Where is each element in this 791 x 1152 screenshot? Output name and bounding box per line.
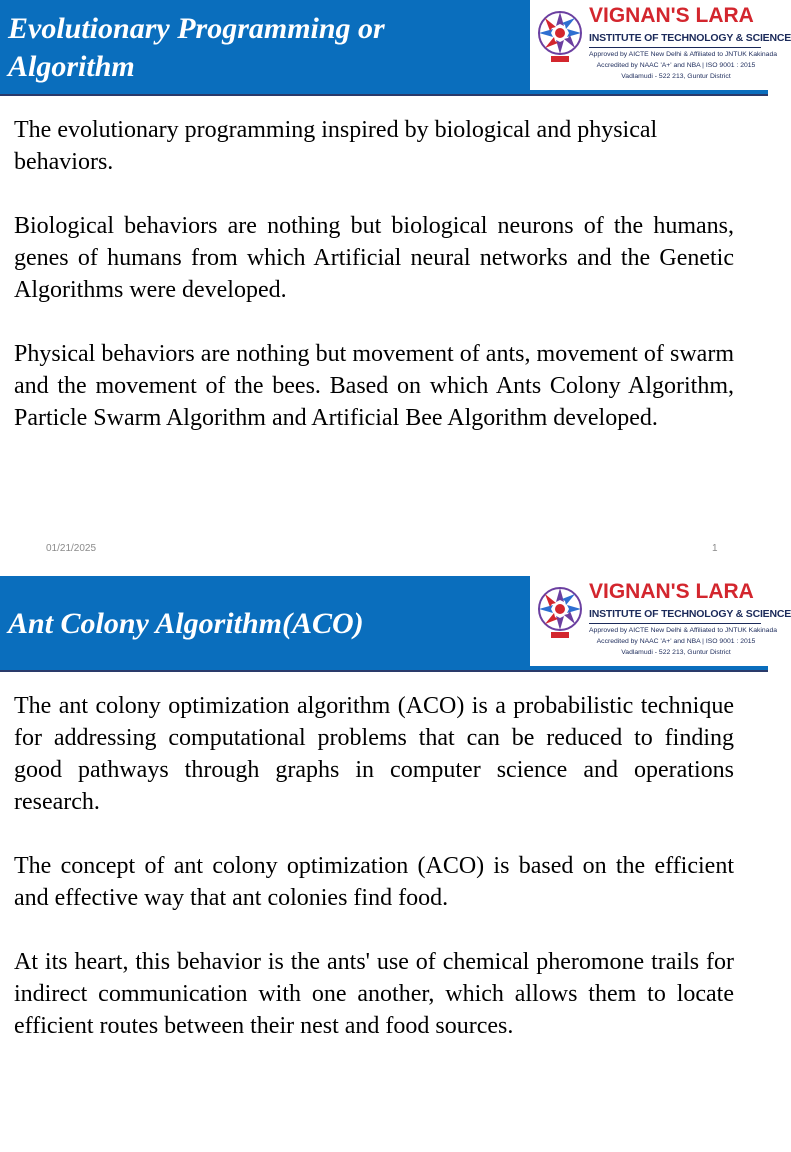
logo-divider <box>589 47 761 48</box>
slide-header <box>0 576 791 672</box>
paragraph: Biological behaviors are nothing but biological neurons of the humans, genes of humans from which Artificial neural networks and the Genetic Algorithms were developed. <box>14 213 734 303</box>
footer-page-number: 1 <box>712 543 718 554</box>
logo-name: VIGNAN'S LARA <box>589 4 754 27</box>
logo-accreditation-line: Accredited by NAAC 'A+' and NBA | ISO 9001 : 2015 <box>596 62 756 69</box>
logo-name: VIGNAN'S LARA <box>589 580 754 603</box>
institute-logo <box>530 576 791 666</box>
slide-title: Evolutionary Programming or Algorithm <box>8 12 385 83</box>
logo-approval-line: Approved by AICTE New Delhi & Affiliated to JNTUK Kakinada <box>589 627 778 634</box>
logo-address-line: Vadlamudi - 522 213, Guntur District <box>621 649 731 656</box>
institute-logo <box>530 0 791 90</box>
slide-title: Ant Colony Algorithm(ACO) <box>8 607 364 640</box>
slide-2 <box>0 576 791 1152</box>
logo-approval-line: Approved by AICTE New Delhi & Affiliated to JNTUK Kakinada <box>589 51 778 58</box>
logo-accreditation-line: Accredited by NAAC 'A+' and NBA | ISO 9001 : 2015 <box>596 638 756 645</box>
paragraph: Physical behaviors are nothing but movement of ants, movement of swarm and the movement of the bees. Based on which Ants Colony Algorithm, Particle Swarm Algorithm and Artificial Bee Algorithm developed. <box>14 341 734 431</box>
logo-subtitle: INSTITUTE OF TECHNOLOGY & SCIENCE <box>589 608 791 620</box>
logo-subtitle: INSTITUTE OF TECHNOLOGY & SCIENCE <box>589 32 791 44</box>
slide-body <box>14 690 734 1074</box>
paragraph: The evolutionary programming inspired by biological and physical behaviors. <box>14 117 658 175</box>
paragraph: The ant colony optimization algorithm (ACO) is a probabilistic technique for addressing computational problems that can be reduced to finding good pathways through graphs in computer science and operations research. <box>14 693 734 815</box>
paragraph: At its heart, this behavior is the ants' use of chemical pheromone trails for indirect communication with one another, which allows them to locate efficient routes between their nest and food sources. <box>14 949 734 1039</box>
institute-emblem-icon <box>537 582 583 640</box>
slide-header <box>0 0 791 96</box>
institute-emblem-icon <box>537 6 583 64</box>
logo-address-line: Vadlamudi - 522 213, Guntur District <box>621 73 731 80</box>
slide-body <box>14 114 734 466</box>
logo-divider <box>589 623 761 624</box>
footer-date: 01/21/2025 <box>46 543 97 554</box>
paragraph: The concept of ant colony optimization (ACO) is based on the efficient and effective way that ant colonies find food. <box>14 853 734 911</box>
